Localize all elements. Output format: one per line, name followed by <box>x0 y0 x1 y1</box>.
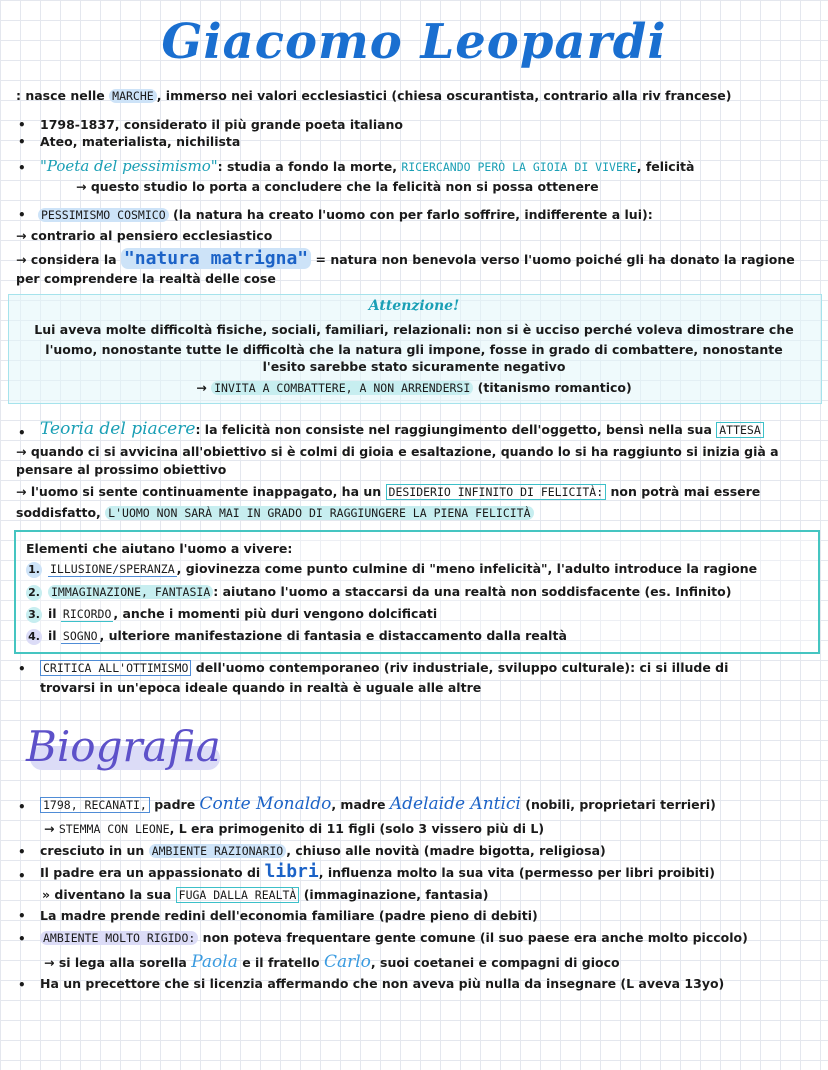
stemma-label: STEMMA CON LEONE <box>58 822 170 836</box>
poeta-label: "Poeta del pessimismo" <box>40 157 218 175</box>
bio-line-3 <box>40 843 606 859</box>
natura-matrigna: "natura matrigna" <box>121 248 311 269</box>
poeta-caps: RICERCANDO PERÒ LA GIOIA DI VIVERE <box>401 160 637 174</box>
bullet-ateo: Ateo, materialista, nichilista <box>40 134 241 149</box>
bio-nobili: (nobili, proprietari terrieri) <box>520 797 716 812</box>
ricordo-label: RICORDO <box>62 607 112 621</box>
bullet-dot: • <box>18 161 26 175</box>
paola-name: Paola <box>191 952 238 972</box>
piacere-line-5 <box>16 505 534 521</box>
piacere-label: Teoria del piacere <box>40 419 196 439</box>
piacere-text: : la felicità non consiste nel raggiungimento dell'oggetto, bensì nella sua <box>195 422 717 437</box>
marche-highlight: MARCHE <box>109 89 157 103</box>
bullet-dot: • <box>18 978 26 992</box>
attenzione-line-2: l'uomo, nonostante tutte le difficoltà che la natura gli impone, fosse in grado di combattere, nonostante <box>45 342 783 357</box>
elemento-4 <box>26 628 567 645</box>
page-title: Giacomo Leopardi <box>161 14 667 70</box>
poeta-line <box>40 158 694 175</box>
bullet-dot: • <box>18 800 26 814</box>
sogno-label: SOGNO <box>62 629 98 643</box>
piacere-line-3: pensare al prossimo obiettivo <box>16 462 227 477</box>
bio-arrow: → <box>44 821 59 836</box>
elemento-1-text: , giovinezza come punto culmine di "meno infelicità", l'adulto introduce la ragione <box>176 561 758 576</box>
matrigna-line <box>16 248 795 269</box>
bio-l4-post: , influenza molto la sua vita (permesso per libri proibiti) <box>318 865 715 880</box>
elemento-4-text: , ulteriore manifestazione di fantasia e distaccamento dalla realtà <box>99 628 567 643</box>
pessimismo-text: (la natura ha creato l'uomo con per farlo soffrire, indifferente a lui): <box>168 207 653 222</box>
bullet-dot: • <box>18 135 26 149</box>
piacere-l4-pre: → l'uomo si sente continuamente inappagato, ha un <box>16 484 386 499</box>
immaginazione-label: IMMAGINAZIONE, FANTASIA <box>48 585 213 599</box>
elemento-number: 2. <box>26 585 42 601</box>
piacere-l4-post: non potrà mai essere <box>606 484 761 499</box>
poeta-conclusion: → questo studio lo porta a concludere che la felicità non si possa ottenere <box>76 179 599 194</box>
biografia-title: Biografia <box>26 722 221 771</box>
bio-line-6: La madre prende redini dell'economia familiare (padre pieno di debiti) <box>40 908 538 923</box>
elemento-2-text: : aiutano l'uomo a staccarsi da una realtà non soddisfacente (es. Infinito) <box>213 584 732 599</box>
attenzione-heading: Attenzione! <box>368 298 460 314</box>
bullet-dot: • <box>18 208 26 222</box>
elemento-4-pre: il <box>48 628 61 643</box>
bio-primogenito: , L era primogenito di 11 figli (solo 3 vissero più di L) <box>169 821 545 836</box>
felicita-highlight: L'UOMO NON SARÀ MAI IN GRADO DI RAGGIUNGERE LA PIENA FELICITÀ <box>105 506 533 520</box>
bio-line-8 <box>44 954 620 971</box>
bio-l7-post: non poteva frequentare gente comune (il suo paese era anche molto piccolo) <box>198 930 748 945</box>
critica-line <box>40 660 728 676</box>
intro-pre: : nasce nelle <box>16 88 110 103</box>
bullet-dot: • <box>18 118 26 132</box>
elemento-3-text: , anche i momenti più duri vengono dolcificati <box>113 606 438 621</box>
libri-word: libri <box>264 861 319 882</box>
critica-line-2: trovarsi in un'epoca ideale quando in realtà è uguale alle altre <box>40 680 482 695</box>
bio-l4-pre: Il padre era un appassionato di <box>40 865 265 880</box>
pessimismo-realta: per comprendere la realtà delle cose <box>16 271 276 286</box>
attesa-box: ATTESA <box>716 422 764 438</box>
pessimismo-highlight: PESSIMISMO COSMICO <box>38 208 169 222</box>
elemento-number: 4. <box>26 629 42 645</box>
combattere-highlight: INVITA A COMBATTERE, A NON ARRENDERSI <box>211 381 473 395</box>
bio-l5-post: (immaginazione, fantasia) <box>299 887 489 902</box>
critica-text: dell'uomo contemporaneo (riv industriale, sviluppo culturale): ci si illude di <box>191 660 729 675</box>
piacere-l5-pre: soddisfatto, <box>16 505 106 520</box>
poeta-end: , felicità <box>636 159 695 174</box>
bio-l8-pre: → si lega alla sorella <box>44 955 192 970</box>
bio-line-9: Ha un precettore che si licenzia affermando che non aveva più nulla da insegnare (L aveva 13yo) <box>40 976 725 991</box>
attenzione-titanismo: (titanismo romantico) <box>473 380 632 395</box>
bio-l3-pre: cresciuto in un <box>40 843 149 858</box>
bio-padre-pre: padre <box>149 797 200 812</box>
ambiente-rigido: AMBIENTE MOLTO RIGIDO: <box>40 931 198 945</box>
bio-line-4 <box>40 861 715 882</box>
adelaide-antici: Adelaide Antici <box>389 794 521 814</box>
bullet-dates: 1798-1837, considerato il più grande poeta italiano <box>40 117 404 132</box>
elemento-3 <box>26 606 437 623</box>
elemento-3-pre: il <box>48 606 61 621</box>
elemento-1 <box>26 561 757 578</box>
desiderio-box: DESIDERIO INFINITO DI FELICITÀ: <box>386 484 607 500</box>
elemento-number: 1. <box>26 562 42 578</box>
attenzione-line-3: l'esito sarebbe stato sicuramente negativo <box>262 359 566 374</box>
pessimismo-contrario: → contrario al pensiero ecclesiastico <box>16 228 273 243</box>
ambiente-razionario: AMBIENTE RAZIONARIO <box>149 844 287 858</box>
bio-line-5 <box>42 887 488 903</box>
bio-line-2 <box>44 821 544 837</box>
bio-l8-post: , suoi coetanei e compagni di gioco <box>370 955 620 970</box>
matrigna-pre: → considera la <box>16 252 121 267</box>
bio-madre-pre: , madre <box>331 797 390 812</box>
bio-l8-mid: e il fratello <box>237 955 324 970</box>
conte-monaldo: Conte Monaldo <box>199 794 332 814</box>
elementi-heading: Elementi che aiutano l'uomo a vivere: <box>26 541 293 556</box>
elemento-2 <box>26 584 731 601</box>
bio-l3-post: , chiuso alle novità (madre bigotta, religiosa) <box>286 843 606 858</box>
piacere-line-2: → quando ci si avvicina all'obiettivo si è colmi di gioia e esaltazione, quando lo si ha raggiunto si inizia già a <box>16 444 779 459</box>
carlo-name: Carlo <box>323 952 371 972</box>
bullet-dot: • <box>18 932 26 946</box>
bullet-dot: • <box>18 426 26 440</box>
attenzione-line-4 <box>8 380 820 396</box>
bio-l5-pre: » diventano la sua <box>42 887 176 902</box>
bullet-dot: • <box>18 662 26 676</box>
illusione-label: ILLUSIONE/SPERANZA <box>50 562 175 576</box>
attenzione-line-1: Lui aveva molte difficoltà fisiche, sociali, familiari, relazionali: non si è ucciso perché voleva dimostrare che <box>34 322 794 337</box>
elemento-number: 3. <box>26 607 42 623</box>
bullet-dot: • <box>18 909 26 923</box>
intro-line <box>16 88 732 104</box>
bio-line-1 <box>40 796 716 813</box>
bio-line-7 <box>40 930 748 946</box>
intro-post: , immerso nei valori ecclesiastici (chiesa oscurantista, contrario alla riv francese) <box>156 88 732 103</box>
fuga-box: FUGA DALLA REALTÀ <box>176 887 300 903</box>
bullet-dot: • <box>18 845 26 859</box>
attenzione-arrow: → <box>196 380 212 395</box>
matrigna-post: = natura non benevola verso l'uomo poiché gli ha donato la ragione <box>311 252 795 267</box>
piacere-line <box>40 421 764 438</box>
bullet-dot: • <box>18 869 26 883</box>
recanati-box: 1798, RECANATI, <box>40 797 150 813</box>
poeta-mid: : studia a fondo la morte, <box>217 159 402 174</box>
critica-box: CRITICA ALL'OTTIMISMO <box>40 660 191 676</box>
pessimismo-line <box>38 207 653 223</box>
piacere-line-4 <box>16 484 760 500</box>
